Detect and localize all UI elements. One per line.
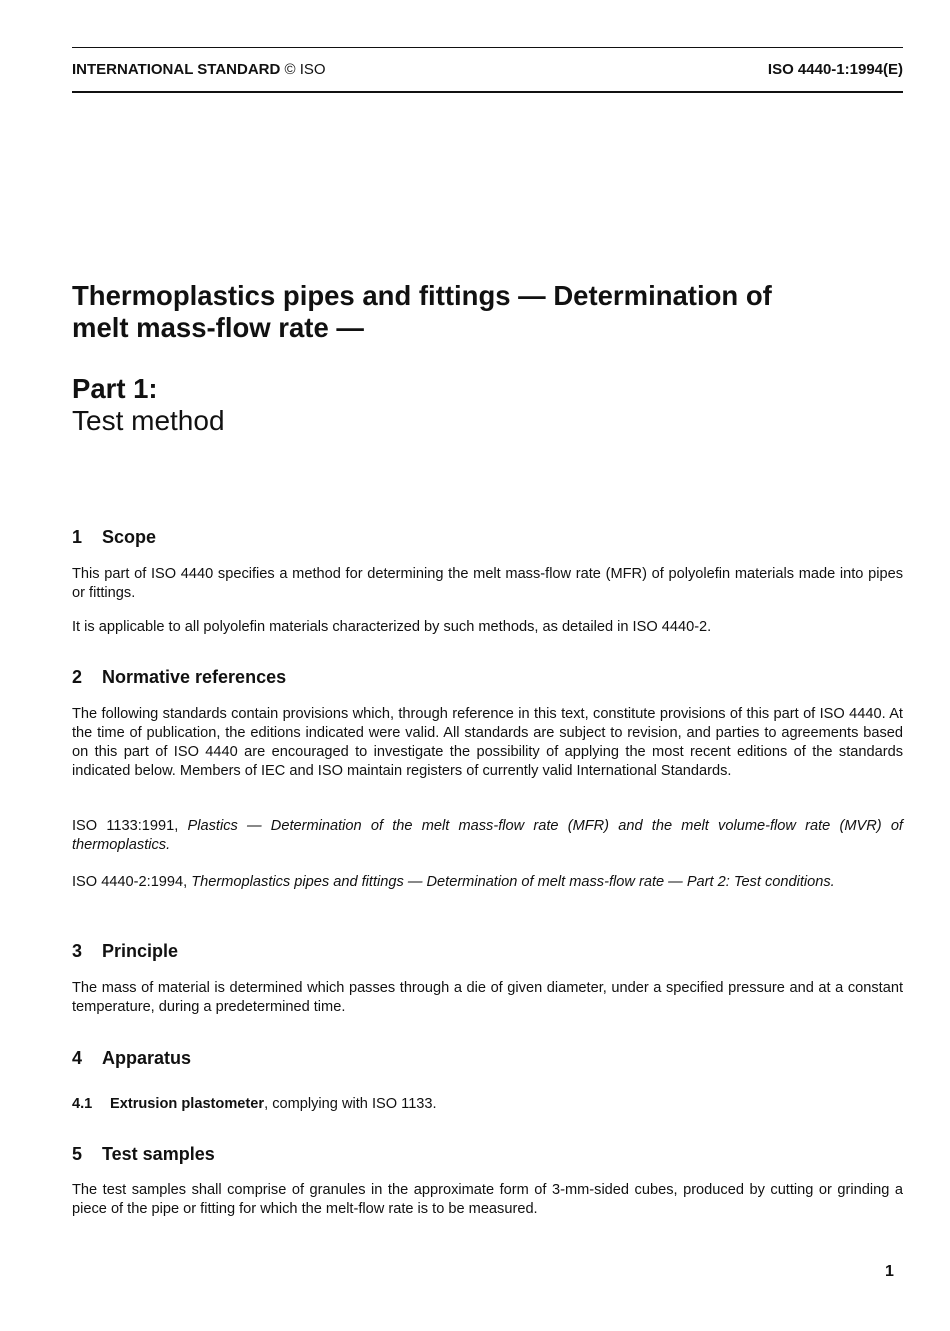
principle-paragraph: The mass of material is determined which passes through a die of given diameter, under a specified pressure and at a constant temperature, during a predetermined time. [72, 980, 903, 1015]
section-heading-principle: 3 Principle [72, 941, 179, 961]
header-standard-number: ISO 4440-1:1994(E) [767, 61, 903, 78]
section-heading-normative: 2 Normative references [72, 667, 287, 687]
apparatus-item-4-1: 4.1 Extrusion plastometer, complying with ISO 1133. [72, 1096, 437, 1112]
section-heading-scope: 1 Scope [72, 527, 157, 547]
section-heading-samples: 5 Test samples [72, 1144, 215, 1164]
section-heading-apparatus: 4 Apparatus [72, 1048, 192, 1068]
samples-paragraph: The test samples shall comprise of granules in the approximate form of 3-mm-sided cubes, produced by cutting or grinding a piece of the pipe or fitting for which the melt-flow rate is to be measured. [72, 1182, 903, 1217]
part-subtitle: Test method [72, 405, 225, 436]
running-header [72, 61, 903, 81]
header-rule-bottom [72, 91, 903, 93]
header-left: INTERNATIONAL STANDARD © ISO [72, 61, 326, 78]
page-number: 1 [885, 1263, 894, 1280]
normative-reference-2: ISO 4440-2:1994, Thermoplastics pipes and fittings — Determination of melt mass-flow rate — Part 2: Test conditions. [72, 874, 835, 890]
document-title: Thermoplastics pipes and fittings — Determination of melt mass-flow rate — [72, 280, 772, 343]
part-label: Part 1: [72, 373, 158, 404]
normative-reference-1: ISO 1133:1991, Plastics — Determination of the melt mass-flow rate (MFR) and the melt volume-flow rate (MVR) of thermoplastics. [72, 818, 903, 853]
header-rule-top [72, 47, 903, 48]
scope-paragraph-1: This part of ISO 4440 specifies a method for determining the melt mass-flow rate (MFR) of polyolefin materials made into pipes or fittings. [72, 566, 903, 601]
scope-paragraph-2: It is applicable to all polyolefin materials characterized by such methods, as detailed in ISO 4440-2. [72, 619, 712, 635]
normative-paragraph: The following standards contain provisions which, through reference in this text, constitute provisions of this part of ISO 4440. At the time of publication, the editions indicated were valid. All standards are subject to revision, and parties to agreements based on this part of ISO 4440 are encouraged to investigate the possibility of applying the most recent editions of the standards indicated below. Members of IEC and ISO maintain registers of currently valid International Standards. [72, 706, 903, 779]
